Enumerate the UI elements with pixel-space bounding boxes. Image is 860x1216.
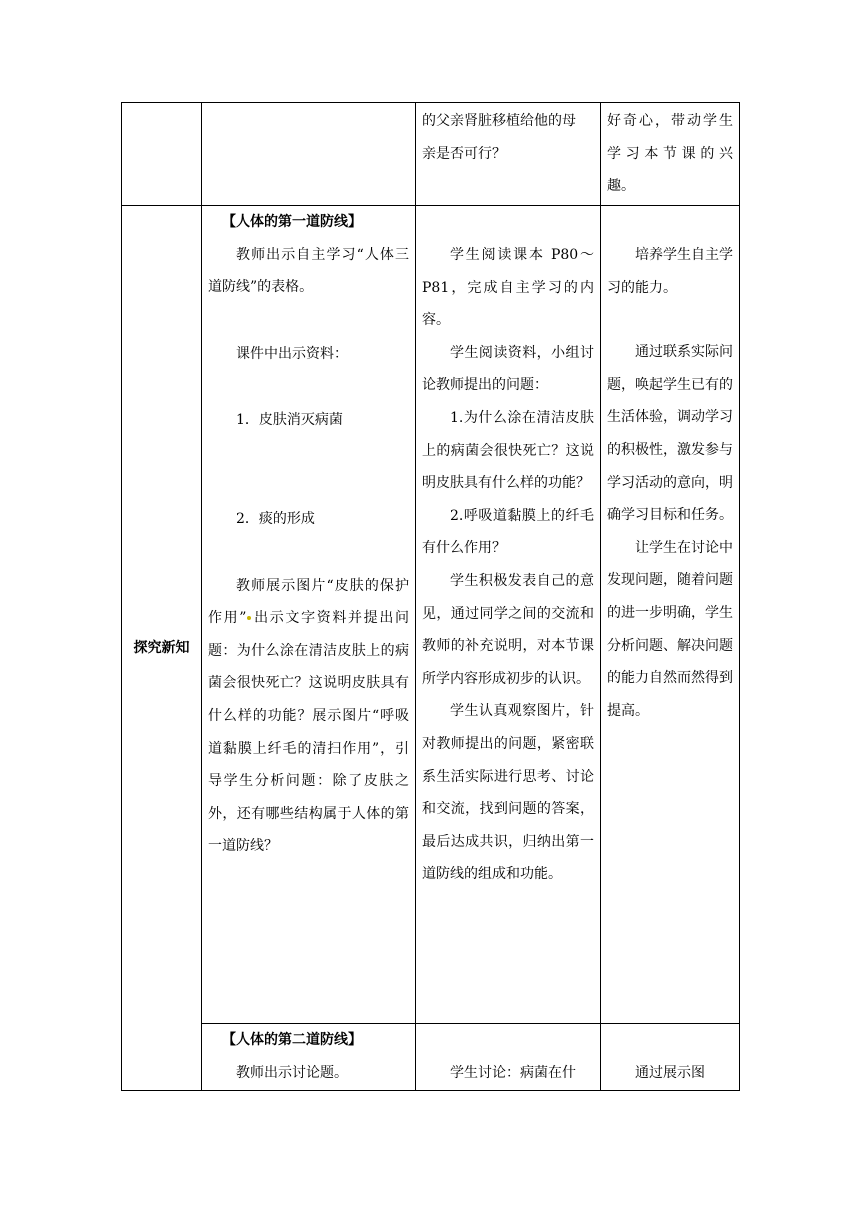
teacher-activity-cell <box>202 206 416 1024</box>
intent-paragraph: 让学生在讨论中发现问题，随着问题的进一步明确，学生分析问题、解决问题的能力自然而然得到提高。 <box>607 539 733 719</box>
student-cell <box>416 103 601 206</box>
text-line: 亲是否可行？ <box>422 145 506 162</box>
text-line: 的父亲肾脏移植给他的母 <box>422 113 576 129</box>
intent-cell <box>601 103 740 206</box>
table-row <box>122 103 740 206</box>
teacher-paragraph: 1．皮肤消灭病菌 <box>236 412 343 429</box>
design-intent-cell <box>601 1024 740 1091</box>
student-paragraph: 学生阅读资料，小组讨论教师提出的问题： <box>422 344 594 394</box>
student-paragraph: 学生积极发表自己的意见，通过同学之间的交流和教师的补充说明，对本节课所学内容形成初步的认识。 <box>422 572 594 687</box>
teacher-text: 教师展示图片“皮肤的保护作用” <box>208 577 409 627</box>
intent-paragraph: 培养学生自主学习的能力。 <box>607 247 733 296</box>
teacher-paragraph: 教师出示讨论题。 <box>236 1064 348 1081</box>
teacher-activity-cell <box>202 1024 416 1091</box>
teacher-paragraph: 教师出示自主学习“人体三道防线”的表格。 <box>208 246 409 296</box>
teacher-paragraph: 2．痰的形成 <box>236 510 315 527</box>
student-paragraph: 学生讨论：病菌在什 <box>450 1065 576 1081</box>
text-line: 趣。 <box>607 178 635 195</box>
text-line: 好奇心，带动学生 <box>607 113 733 129</box>
section-label-text: 探究新知 <box>133 639 190 656</box>
intent-paragraph: 通过联系实际问题，唤起学生已有的生活体验，调动学习的积极性，激发参与学习活动的意向，明确学习目标和任务。 <box>607 344 733 524</box>
student-paragraph: 2.呼吸道黏膜上的纤毛有什么作用？ <box>422 507 594 557</box>
section-heading: 【人体的第二道防线】 <box>222 1032 362 1048</box>
student-activity-cell <box>416 206 601 1024</box>
teacher-text: 出示文字资料并提出问题：为什么涂在清洁皮肤上的病菌会很快死亡？这说明皮肤具有什么样的功能？展示图片“呼吸道黏膜上纤毛的清扫作用”，引导学生分析问题：除了皮肤之外，还有哪些结构属于人体的第一道防线？ <box>208 610 409 855</box>
table-row <box>122 1024 740 1091</box>
teacher-paragraph: 课件中出示资料： <box>236 345 348 362</box>
teacher-cell-empty <box>202 103 416 206</box>
lesson-plan-table <box>121 102 740 1091</box>
teacher-paragraph <box>208 570 409 863</box>
table-row <box>122 206 740 1024</box>
text-line: 学习本节课的兴 <box>607 145 733 162</box>
section-label <box>122 206 202 1091</box>
intent-paragraph: 通过展示图 <box>635 1065 705 1081</box>
section-cell-empty <box>122 103 202 206</box>
student-paragraph: 1.为什么涂在清洁皮肤上的病菌会很快死亡？这说明皮肤具有什么样的功能？ <box>422 409 594 492</box>
student-paragraph: 学生阅读课本 P80～P81，完成自主学习的内容。 <box>422 247 594 329</box>
edit-mark-icon <box>247 616 251 620</box>
student-paragraph: 学生认真观察图片，针对教师提出的问题，紧密联系生活实际进行思考、讨论和交流，找到问题的答案，最后达成共识，归纳出第一道防线的组成和功能。 <box>422 703 594 883</box>
design-intent-cell <box>601 206 740 1024</box>
student-activity-cell <box>416 1024 601 1091</box>
section-heading: 【人体的第一道防线】 <box>222 214 362 230</box>
